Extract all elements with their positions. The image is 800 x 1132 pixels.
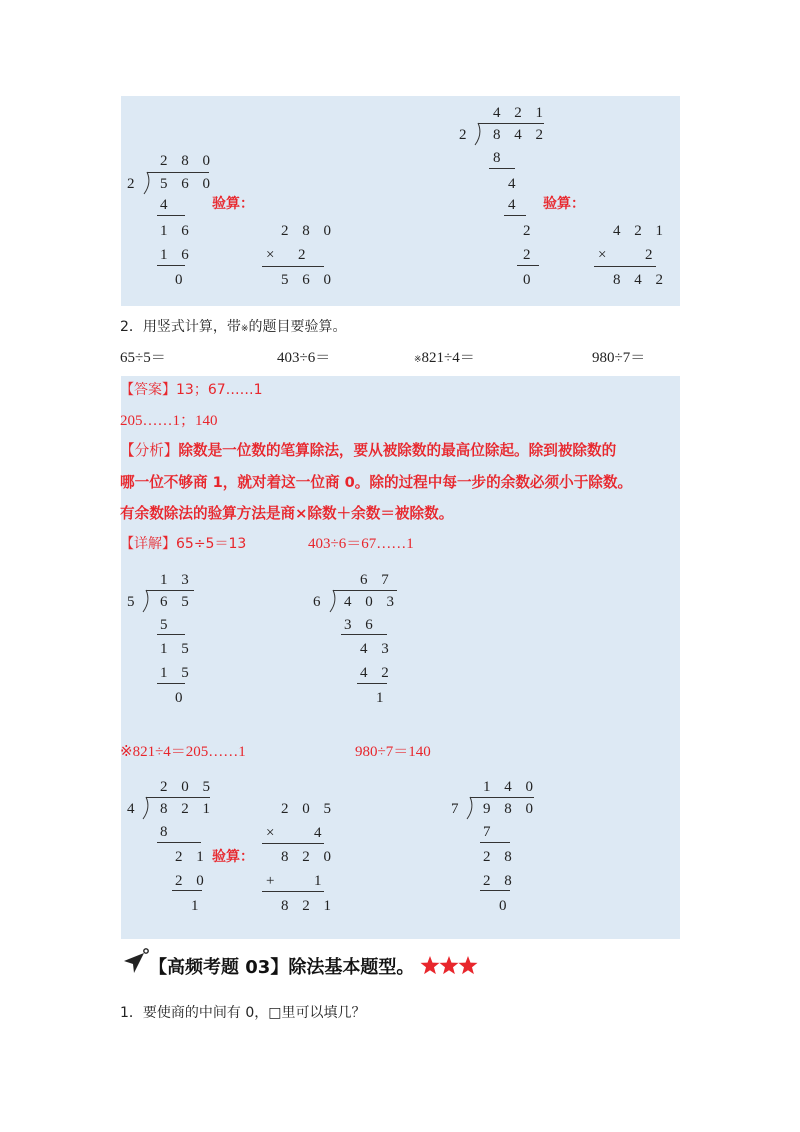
detail-line xyxy=(120,535,246,553)
step-2: 2 8 xyxy=(483,849,517,865)
step-1: 7 xyxy=(483,824,491,840)
division-bar xyxy=(470,797,534,798)
question-item: 403÷6＝ xyxy=(277,350,331,366)
question-1-text: 1．要使商的中间有 0，□里可以填几？ xyxy=(120,1005,366,1021)
check-addend: 1 xyxy=(314,873,322,889)
step-1: 5 xyxy=(160,617,168,633)
step-4: 2 xyxy=(523,223,531,239)
check-result: 8 2 1 xyxy=(281,898,336,914)
division-bracket xyxy=(139,590,151,612)
check-label: 验算： xyxy=(212,196,254,212)
star-icon xyxy=(420,956,439,974)
step-5: 2 xyxy=(523,247,531,263)
analysis-tag: 【分析】 xyxy=(120,442,179,459)
star-icon xyxy=(458,956,477,974)
detail-eq: 980÷7＝140 xyxy=(355,744,431,760)
step-line xyxy=(157,842,201,843)
dividend: 5 6 0 xyxy=(160,176,215,192)
step-2: 2 1 xyxy=(175,849,209,865)
star-rating xyxy=(420,955,480,977)
step-line xyxy=(341,634,387,635)
analysis-line-2: 哪一位不够商 1，就对着这一位商 0。除的过程中每一步的余数必须小于除数。 xyxy=(120,474,633,491)
step-2: 4 xyxy=(508,176,516,192)
division-bar xyxy=(146,797,210,798)
times-sign: × xyxy=(266,825,275,841)
answer-line-1 xyxy=(120,381,263,399)
section-title: 【高频考题 03】除法基本题型。 xyxy=(149,957,415,978)
paper-plane-icon xyxy=(120,948,150,976)
answer-line-2: 205……1；140 xyxy=(120,413,218,429)
times-sign: × xyxy=(266,247,275,263)
difficulty-stars xyxy=(420,955,480,977)
step-2: 1 5 xyxy=(160,641,194,657)
division-bar xyxy=(146,590,194,591)
step-3: 2 8 xyxy=(483,873,517,889)
prompt-text: 2．用竖式计算，带 xyxy=(120,319,241,335)
division-bracket xyxy=(463,797,475,819)
check-line xyxy=(262,266,324,267)
step-line xyxy=(517,265,539,266)
step-1: 8 xyxy=(493,150,501,166)
check-line xyxy=(262,843,324,844)
answer-tag: 【答案】 xyxy=(120,382,176,398)
detail-tag: 【详解】 xyxy=(120,536,176,552)
analysis-text: 除数是一位数的笔算除法，要从被除数的最高位除起。除到被除数的 xyxy=(178,442,617,459)
divisor: 2 xyxy=(459,127,467,143)
check-multiplier: 2 xyxy=(298,247,306,263)
step-1: 4 xyxy=(160,197,168,213)
remainder: 0 xyxy=(175,272,183,288)
division-bracket xyxy=(326,590,338,612)
quotient: 2 8 0 xyxy=(160,153,215,169)
analysis-line-3: 有余数除法的验算方法是商×除数＋余数＝被除数。 xyxy=(120,505,454,522)
check-result: 8 4 2 xyxy=(613,272,668,288)
remainder: 0 xyxy=(175,690,183,706)
check-factor: 2 0 5 xyxy=(281,801,336,817)
check-label: 验算： xyxy=(212,849,254,865)
division-bracket xyxy=(140,172,152,194)
step-3: 4 2 xyxy=(360,665,394,681)
check-factor: 2 8 0 xyxy=(281,223,336,239)
check-multiplier: 4 xyxy=(314,825,322,841)
dividend: 8 4 2 xyxy=(493,127,548,143)
check-partial: 8 2 0 xyxy=(281,849,336,865)
quotient: 1 3 xyxy=(160,572,194,588)
check-line xyxy=(594,266,656,267)
step-line xyxy=(489,168,515,169)
star-icon xyxy=(439,956,458,974)
step-3: 4 xyxy=(508,197,516,213)
step-3: 2 0 xyxy=(175,873,209,889)
dividend: 4 0 3 xyxy=(344,594,399,610)
division-bar xyxy=(333,590,397,591)
step-1: 8 xyxy=(160,824,168,840)
division-bracket xyxy=(471,123,483,145)
divisor: 4 xyxy=(127,801,135,817)
step-2: 4 3 xyxy=(360,641,394,657)
question-item: 980÷7＝ xyxy=(592,350,646,366)
step-line xyxy=(157,634,185,635)
step-line xyxy=(157,683,185,684)
check-multiplier: 2 xyxy=(645,247,653,263)
question-item-starred xyxy=(414,349,475,368)
step-line xyxy=(480,890,510,891)
check-label: 验算： xyxy=(543,196,585,212)
divisor: 2 xyxy=(127,176,135,192)
quotient: 6 7 xyxy=(360,572,394,588)
dividend: 6 5 xyxy=(160,594,194,610)
step-line xyxy=(157,265,185,266)
analysis-line-1 xyxy=(120,442,616,460)
star-mark: ※ xyxy=(414,354,422,364)
step-line xyxy=(480,842,510,843)
quotient: 2 0 5 xyxy=(160,779,215,795)
detail-eq: 403÷6＝67……1 xyxy=(308,536,414,552)
step-line xyxy=(504,215,526,216)
step-3: 1 6 xyxy=(160,247,194,263)
step-line xyxy=(172,890,202,891)
step-1: 3 6 xyxy=(344,617,378,633)
division-bar xyxy=(147,172,209,173)
question-2-prompt xyxy=(120,318,346,338)
step-3: 1 5 xyxy=(160,665,194,681)
detail-eq: 65÷5＝13 xyxy=(176,536,247,552)
remainder: 0 xyxy=(523,272,531,288)
step-2: 1 6 xyxy=(160,223,194,239)
remainder: 1 xyxy=(191,898,199,914)
divisor: 5 xyxy=(127,594,135,610)
quotient: 4 2 1 xyxy=(493,105,548,121)
dividend: 9 8 0 xyxy=(483,801,538,817)
step-line xyxy=(357,683,387,684)
check-result: 5 6 0 xyxy=(281,272,336,288)
step-line xyxy=(157,215,185,216)
detail-eq: ※821÷4＝205……1 xyxy=(120,744,246,760)
remainder: 1 xyxy=(376,690,384,706)
question-item: 821÷4＝ xyxy=(421,350,475,366)
top-example-panel xyxy=(121,96,680,306)
times-sign: × xyxy=(598,247,607,263)
check-line xyxy=(262,891,324,892)
dividend: 8 2 1 xyxy=(160,801,215,817)
check-factor: 4 2 1 xyxy=(613,223,668,239)
divisor: 7 xyxy=(451,801,459,817)
star-mark: ※ xyxy=(240,324,249,334)
divisor: 6 xyxy=(313,594,321,610)
division-bracket xyxy=(139,797,151,819)
answer-text: 13；67……1 xyxy=(176,382,263,398)
prompt-tail: 的题目要验算。 xyxy=(248,319,347,335)
plus-sign: + xyxy=(266,873,275,889)
remainder: 0 xyxy=(499,898,507,914)
question-item: 65÷5＝ xyxy=(120,350,166,366)
quotient: 1 4 0 xyxy=(483,779,538,795)
division-bar xyxy=(478,123,544,124)
